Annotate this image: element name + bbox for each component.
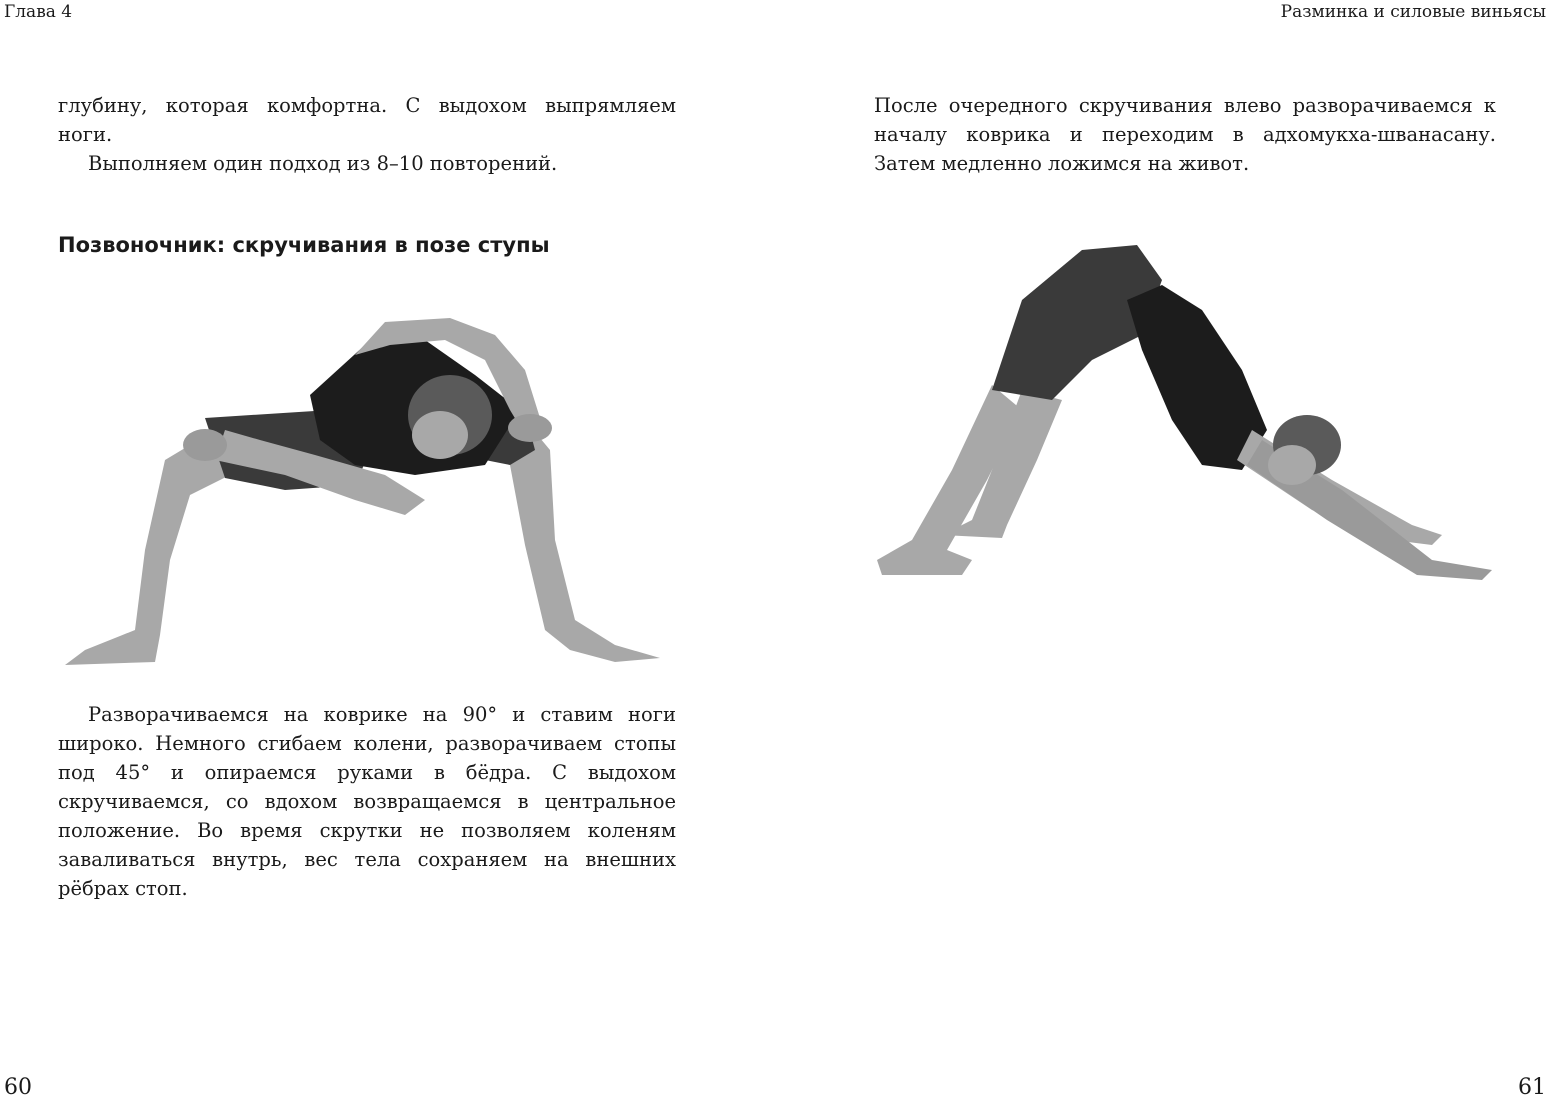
twist-pose-photo	[55, 300, 675, 670]
running-head-right: Разминка и силовые виньясы	[1280, 2, 1546, 22]
reps-paragraph: Выполняем один подход из 8–10 повторений.	[88, 152, 558, 175]
right-paragraph: После очередного скручивания влево разворачиваемся к началу коврика и переходим в адхомукха-шванасану. Затем медленно ложимся на живот.	[874, 94, 1496, 175]
downward-dog-photo	[872, 240, 1502, 585]
continued-line-2: ноги.	[58, 123, 113, 146]
page-number-right: 61	[1518, 1075, 1546, 1100]
continued-paragraph	[58, 91, 676, 178]
page-number-left: 60	[4, 1075, 32, 1100]
main-paragraph-box	[58, 700, 676, 903]
right-paragraph-box	[874, 91, 1496, 178]
main-paragraph: Разворачиваемся на коврике на 90° и ставим ноги широко. Немного сгибаем колени, разворачиваем стопы под 45° и опираемся руками в бёдра. С выдохом скручиваемся, со вдохом возвращаемся в центральное положение. Во время скрутки не позволяем коленям заваливаться внутрь, вес тела сохраняем на внешних рёбрах стоп.	[58, 703, 676, 900]
running-head-left: Глава 4	[4, 2, 73, 22]
continued-line-1: глубину, которая комфортна. С выдохом выпрямляем	[58, 94, 676, 117]
right-page	[776, 0, 1552, 1104]
section-heading: Позвоночник: скручивания в позе ступы	[58, 233, 550, 257]
